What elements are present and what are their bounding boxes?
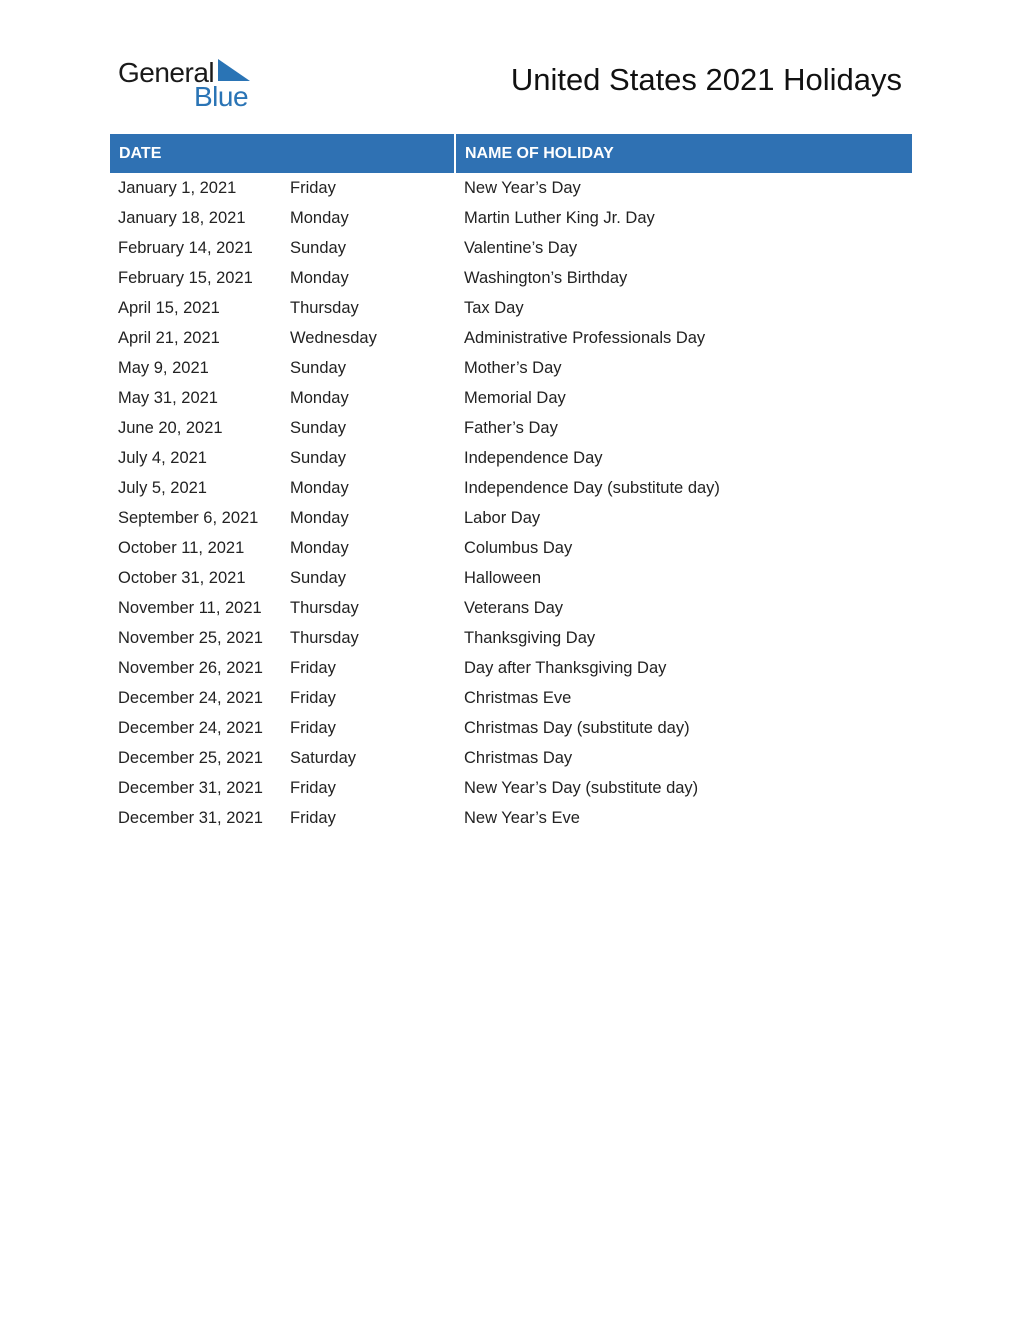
cell-weekday: Friday (290, 689, 336, 707)
cell-holiday-name: New Year’s Eve (464, 809, 580, 827)
header-date: DATE (110, 134, 454, 173)
cell-date: February 14, 2021 (118, 239, 253, 257)
table-row (110, 773, 912, 803)
table-row (110, 713, 912, 743)
cell-weekday: Monday (290, 509, 349, 527)
table-row (110, 803, 912, 833)
table-row (110, 203, 912, 233)
cell-holiday-name: Administrative Professionals Day (464, 329, 706, 347)
cell-holiday-name: Day after Thanksgiving Day (464, 659, 667, 677)
cell-weekday: Thursday (290, 629, 359, 647)
cell-weekday: Monday (290, 389, 349, 407)
cell-holiday-name: Labor Day (464, 509, 541, 527)
cell-holiday-name: Veterans Day (464, 599, 564, 617)
table-row (110, 683, 912, 713)
cell-weekday: Monday (290, 479, 349, 497)
cell-weekday: Friday (290, 809, 336, 827)
cell-holiday-name: Mother’s Day (464, 359, 562, 377)
cell-date: April 15, 2021 (118, 299, 220, 317)
table-row (110, 473, 912, 503)
table-row (110, 443, 912, 473)
cell-date: November 26, 2021 (118, 659, 263, 677)
cell-holiday-name: Tax Day (464, 299, 524, 317)
cell-date: December 25, 2021 (118, 749, 263, 767)
cell-date: December 24, 2021 (118, 719, 263, 737)
logo-word-blue: Blue (194, 81, 249, 112)
cell-weekday: Sunday (290, 359, 346, 377)
cell-weekday: Sunday (290, 239, 346, 257)
cell-holiday-name: Christmas Day (substitute day) (464, 719, 690, 737)
table-row (110, 353, 912, 383)
cell-date: May 31, 2021 (118, 389, 218, 407)
header-holiday-name: NAME OF HOLIDAY (456, 134, 912, 173)
table-row (110, 413, 912, 443)
cell-holiday-name: Christmas Day (464, 749, 573, 767)
cell-date: May 9, 2021 (118, 359, 209, 377)
cell-holiday-name: Halloween (464, 569, 542, 587)
table-header (110, 134, 912, 173)
cell-date: June 20, 2021 (118, 419, 223, 437)
cell-date: December 31, 2021 (118, 779, 263, 797)
cell-holiday-name: Memorial Day (464, 389, 566, 407)
cell-holiday-name: Thanksgiving Day (464, 629, 596, 647)
cell-date: December 24, 2021 (118, 689, 263, 707)
table-row (110, 653, 912, 683)
table-row (110, 533, 912, 563)
table-row (110, 743, 912, 773)
logo-triangle-icon (218, 59, 252, 83)
cell-weekday: Monday (290, 539, 349, 557)
table-row (110, 173, 912, 203)
logo (118, 56, 258, 112)
cell-holiday-name: Columbus Day (464, 539, 573, 557)
cell-date: December 31, 2021 (118, 809, 263, 827)
table-row (110, 593, 912, 623)
page-title: United States 2021 Holidays (510, 62, 902, 97)
table-row (110, 383, 912, 413)
cell-weekday: Friday (290, 779, 336, 797)
cell-weekday: Sunday (290, 569, 346, 587)
cell-date: April 21, 2021 (118, 329, 220, 347)
cell-weekday: Saturday (290, 749, 357, 767)
table-row (110, 263, 912, 293)
cell-date: July 5, 2021 (118, 479, 207, 497)
cell-date: January 1, 2021 (118, 179, 237, 197)
cell-date: September 6, 2021 (118, 509, 259, 527)
cell-weekday: Thursday (290, 299, 359, 317)
cell-holiday-name: Martin Luther King Jr. Day (464, 209, 655, 227)
table-row (110, 233, 912, 263)
cell-date: October 31, 2021 (118, 569, 246, 587)
cell-weekday: Friday (290, 659, 336, 677)
cell-holiday-name: New Year’s Day (substitute day) (464, 779, 699, 797)
table-row (110, 503, 912, 533)
table-row (110, 623, 912, 653)
holiday-table (110, 134, 912, 833)
cell-weekday: Friday (290, 719, 336, 737)
logo-word-general: General (118, 57, 215, 88)
cell-date: November 11, 2021 (118, 599, 262, 617)
cell-date: November 25, 2021 (118, 629, 263, 647)
cell-date: October 11, 2021 (118, 539, 245, 557)
cell-holiday-name: Christmas Eve (464, 689, 572, 707)
table-row (110, 323, 912, 353)
cell-holiday-name: Independence Day (464, 449, 603, 467)
cell-date: February 15, 2021 (118, 269, 253, 287)
cell-holiday-name: New Year’s Day (464, 179, 581, 197)
cell-weekday: Sunday (290, 449, 346, 467)
cell-weekday: Monday (290, 269, 349, 287)
cell-holiday-name: Father’s Day (464, 419, 558, 437)
cell-holiday-name: Independence Day (substitute day) (464, 479, 720, 497)
cell-weekday: Friday (290, 179, 336, 197)
cell-weekday: Monday (290, 209, 349, 227)
cell-weekday: Wednesday (290, 329, 377, 347)
cell-weekday: Sunday (290, 419, 346, 437)
table-body (110, 173, 912, 833)
cell-holiday-name: Valentine’s Day (464, 239, 578, 257)
table-row (110, 563, 912, 593)
table-row (110, 293, 912, 323)
cell-holiday-name: Washington’s Birthday (464, 269, 628, 287)
cell-date: July 4, 2021 (118, 449, 207, 467)
cell-weekday: Thursday (290, 599, 359, 617)
cell-date: January 18, 2021 (118, 209, 246, 227)
